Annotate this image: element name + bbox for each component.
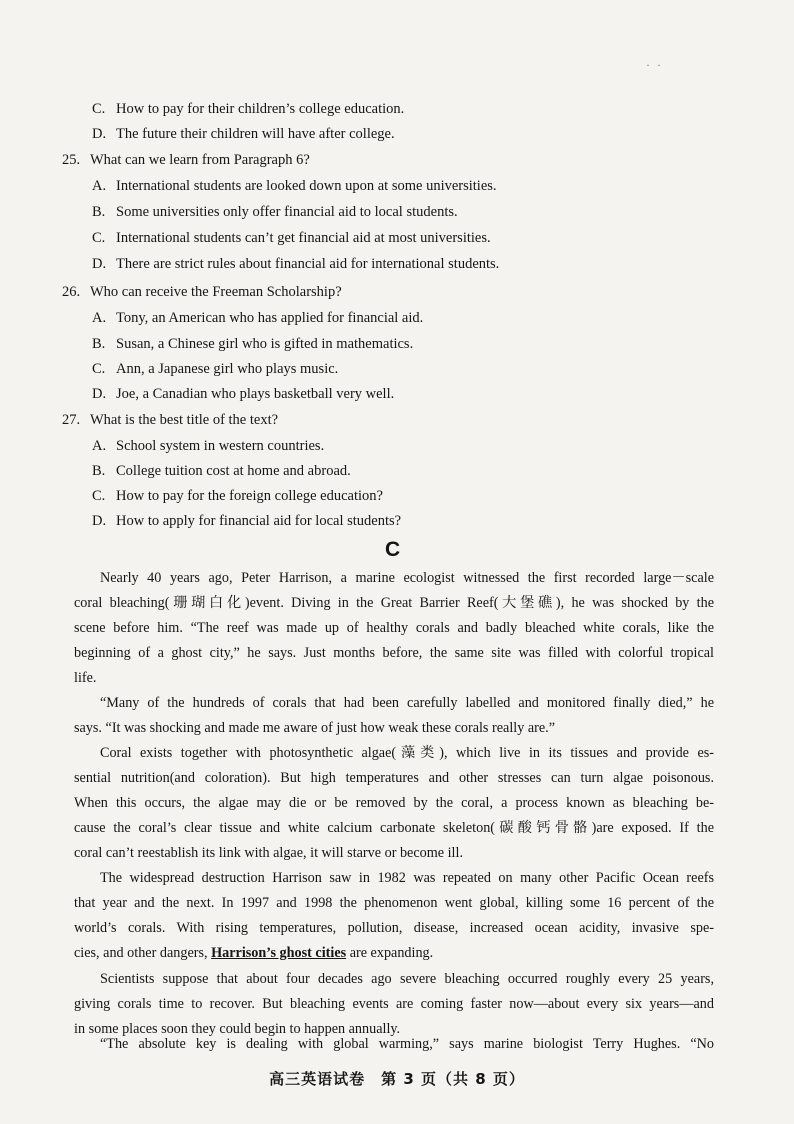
question-number: 25. [62, 152, 81, 168]
q24-option-c [92, 99, 404, 119]
q27-option-c [92, 486, 383, 506]
page-footer: 高三英语试卷 第 3 页（共 8 页） [269, 1070, 525, 1088]
question-26 [62, 282, 342, 302]
q26-option-d [92, 384, 394, 404]
option-letter: D. [92, 386, 107, 402]
option-text: College tuition cost at home and abroad. [116, 463, 351, 479]
option-text: Susan, a Chinese girl who is gifted in mathematics. [116, 336, 414, 352]
passage-line: says. “It was shocking and made me aware of just how weak these corals really are.” [74, 720, 556, 736]
option-letter: A. [92, 438, 107, 454]
corner-mark: · · [646, 58, 663, 72]
passage-line: When this occurs, the algae may die or be removed by the coral, a process known as bleaching be- [74, 795, 714, 811]
option-text: Tony, an American who has applied for financial aid. [116, 310, 424, 326]
passage-line: beginning of a ghost city,” he says. Just months before, the same site was filled with colorful tropical [74, 645, 714, 661]
question-number: 26. [62, 284, 81, 300]
question-25 [62, 150, 310, 170]
option-letter: C. [92, 488, 106, 504]
passage-text: cies, and other dangers, [74, 945, 212, 961]
q27-option-d [92, 511, 401, 531]
passage-line: sential nutrition(and coloration). But high temperatures and other stresses can turn algae poisonous. [74, 770, 714, 786]
passage-line: that year and the next. In 1997 and 1998 the phenomenon went global, killing some 16 percent of the [74, 895, 714, 911]
q24-option-d [92, 124, 395, 144]
option-text: The future their children will have after college. [116, 126, 395, 142]
option-text: How to apply for financial aid for local students? [116, 513, 402, 529]
q25-option-d [92, 254, 499, 274]
passage-line: Coral exists together with photosynthetic algae(藻类), which live in its tissues and provide es- [100, 745, 714, 761]
option-text: International students can’t get financial aid at most universities. [116, 230, 491, 246]
question-stem: Who can receive the Freeman Scholarship? [90, 284, 342, 300]
option-letter: C. [92, 101, 106, 117]
question-stem: What is the best title of the text? [90, 412, 279, 428]
option-letter: D. [92, 126, 107, 142]
underlined-phrase: Harrison’s ghost cities [211, 945, 347, 961]
passage-line: giving corals time to recover. But bleaching events are coming faster now—about every six years—and [74, 996, 714, 1012]
option-letter: A. [92, 310, 107, 326]
passage-line: “Many of the hundreds of corals that had been carefully labelled and monitored finally died,” he [100, 695, 714, 711]
q26-option-b [92, 334, 413, 354]
option-text: Ann, a Japanese girl who plays music. [116, 361, 339, 377]
option-letter: B. [92, 463, 106, 479]
passage-text: are expanding. [346, 945, 434, 961]
q25-option-a [92, 176, 497, 196]
option-text: There are strict rules about financial aid for international students. [116, 256, 500, 272]
passage-line: coral can’t reestablish its link with algae, it will starve or become ill. [74, 845, 463, 861]
q26-option-c [92, 359, 338, 379]
q25-option-c [92, 228, 491, 248]
option-letter: C. [92, 230, 106, 246]
question-stem: What can we learn from Paragraph 6? [90, 152, 310, 168]
passage-line: Nearly 40 years ago, Peter Harrison, a marine ecologist witnessed the first recorded large－scale [100, 570, 714, 586]
option-text: Some universities only offer financial aid to local students. [116, 204, 458, 220]
option-letter: D. [92, 513, 107, 529]
passage-line: in some places soon they could begin to happen annually. [74, 1021, 401, 1037]
passage-line: Scientists suppose that about four decades ago severe bleaching occurred roughly every 25 years, [100, 971, 714, 987]
option-letter: B. [92, 204, 106, 220]
passage-line: coral bleaching(珊瑚白化)event. Diving in the Great Barrier Reef(大堡礁), he was shocked by the [74, 595, 714, 611]
option-text: How to pay for their children’s college education. [116, 101, 405, 117]
question-number: 27. [62, 412, 81, 428]
option-letter: C. [92, 361, 106, 377]
passage-line: “The absolute key is dealing with global warming,” says marine biologist Terry Hughes. “No [100, 1036, 714, 1052]
passage-line: The widespread destruction Harrison saw in 1982 was repeated on many other Pacific Ocean reefs [100, 870, 714, 886]
question-27 [62, 410, 278, 430]
option-letter: A. [92, 178, 107, 194]
q27-option-a [92, 436, 324, 456]
option-letter: D. [92, 256, 107, 272]
option-text: Joe, a Canadian who plays basketball very well. [116, 386, 395, 402]
q26-option-a [92, 308, 423, 328]
section-heading: C [385, 538, 401, 561]
option-letter: B. [92, 336, 106, 352]
passage-line: world’s corals. With rising temperatures, pollution, disease, increased ocean acidity, invasive spe- [74, 920, 714, 936]
option-text: School system in western countries. [116, 438, 325, 454]
option-text: How to pay for the foreign college education? [116, 488, 383, 504]
q27-option-b [92, 461, 351, 481]
q25-option-b [92, 202, 458, 222]
option-text: International students are looked down upon at some universities. [116, 178, 497, 194]
passage-line [74, 943, 714, 963]
passage-line: life. [74, 670, 97, 686]
passage-line: scene before him. “The reef was made up of healthy corals and badly bleached white corals, like the [74, 620, 714, 636]
passage-line: cause the coral’s clear tissue and white calcium carbonate skeleton(碳酸钙骨骼)are exposed. If the [74, 820, 714, 836]
